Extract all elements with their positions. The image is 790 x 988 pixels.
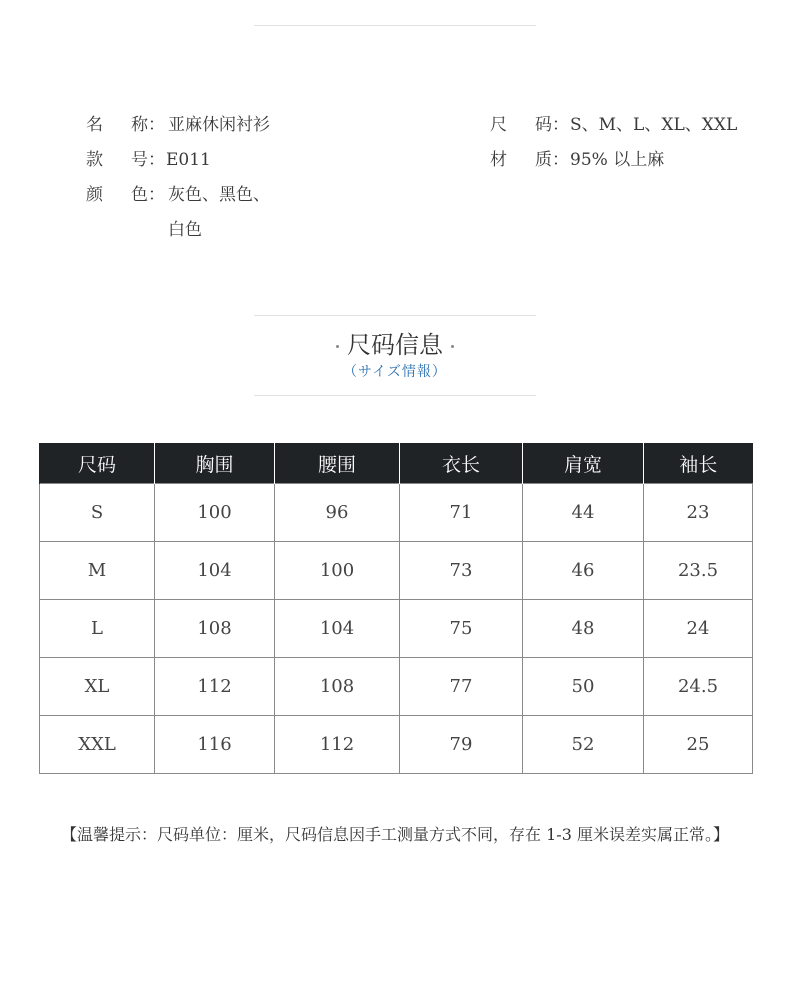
table-cell: 112: [155, 658, 275, 716]
table-header-row: [40, 443, 753, 484]
product-style-row: [86, 149, 211, 171]
section-bottom-divider: [254, 395, 536, 396]
table-cell: L: [40, 600, 155, 658]
table-cell: 23.5: [644, 542, 753, 600]
table-cell: 112: [275, 716, 400, 774]
table-cell: 52: [523, 716, 644, 774]
table-cell: 24.5: [644, 658, 753, 716]
table-cell: 24: [644, 600, 753, 658]
product-name-row: [86, 114, 270, 136]
table-cell: 23: [644, 484, 753, 542]
product-material-row: [490, 149, 664, 171]
table-row: [40, 658, 753, 716]
table-row: [40, 716, 753, 774]
table-row: [40, 542, 753, 600]
table-cell: 79: [400, 716, 523, 774]
table-cell: XXL: [40, 716, 155, 774]
product-material-label: 材 质：: [490, 150, 569, 170]
header-sleeve: 袖长: [644, 443, 753, 484]
table-cell: 25: [644, 716, 753, 774]
table-cell: 73: [400, 542, 523, 600]
section-title: [0, 329, 790, 361]
section-title-text: 尺码信息: [347, 331, 443, 359]
product-style-value: E011: [166, 150, 211, 170]
table-cell: 71: [400, 484, 523, 542]
table-row: [40, 484, 753, 542]
product-name-label: 名 称：: [86, 115, 165, 135]
table-cell: 44: [523, 484, 644, 542]
product-color-value-line1: 灰色、黑色、: [168, 185, 270, 205]
header-size: 尺码: [40, 443, 155, 484]
table-cell: 77: [400, 658, 523, 716]
product-color-label: 颜 色：: [86, 185, 165, 205]
table-cell: 46: [523, 542, 644, 600]
product-style-label: 款 号：: [86, 150, 165, 170]
table-cell: 108: [275, 658, 400, 716]
table-cell: M: [40, 542, 155, 600]
table-cell: 104: [155, 542, 275, 600]
header-shoulder: 肩宽: [523, 443, 644, 484]
product-size-row: [490, 114, 737, 136]
table-cell: 100: [155, 484, 275, 542]
table-cell: 108: [155, 600, 275, 658]
product-size-value: S、M、L、XL、XXL: [570, 115, 738, 135]
section-top-divider: [254, 315, 536, 316]
product-name-value: 亚麻休闲衬衫: [168, 115, 270, 135]
title-dot-left: [336, 345, 339, 348]
title-dot-right: [451, 345, 454, 348]
table-row: [40, 600, 753, 658]
product-material-value: 95% 以上麻: [570, 150, 665, 170]
product-color-value-line2: 白色: [168, 220, 202, 240]
table-cell: 48: [523, 600, 644, 658]
size-table: [39, 443, 753, 774]
measurement-tip: 【温馨提示：尺码单位：厘米，尺码信息因手工测量方式不同，存在 1-3 厘米误差实属正常。】: [61, 825, 729, 844]
top-divider: [254, 25, 536, 26]
table-cell: 100: [275, 542, 400, 600]
table-cell: S: [40, 484, 155, 542]
product-color-row: [86, 184, 270, 206]
table-cell: 96: [275, 484, 400, 542]
header-length: 衣长: [400, 443, 523, 484]
table-cell: 116: [155, 716, 275, 774]
table-cell: 50: [523, 658, 644, 716]
product-size-label: 尺 码：: [490, 115, 569, 135]
section-subtitle: （サイズ情報）: [343, 364, 447, 380]
table-cell: XL: [40, 658, 155, 716]
table-cell: 75: [400, 600, 523, 658]
header-chest: 胸围: [155, 443, 275, 484]
header-waist: 腰围: [275, 443, 400, 484]
table-cell: 104: [275, 600, 400, 658]
